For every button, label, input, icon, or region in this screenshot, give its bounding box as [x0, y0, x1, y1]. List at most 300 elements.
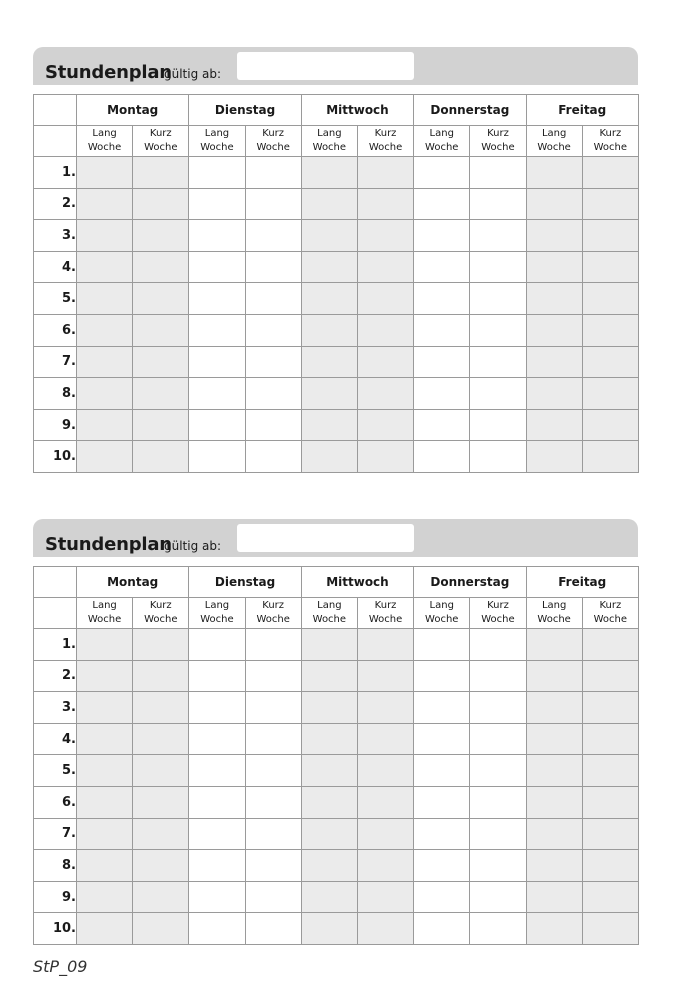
lesson-cell[interactable] [245, 850, 301, 882]
week-type-label: Lang [541, 128, 567, 139]
lesson-cell[interactable] [526, 692, 582, 724]
lesson-cell[interactable] [133, 220, 189, 252]
lesson-cell[interactable] [470, 850, 526, 882]
lesson-cell[interactable] [133, 251, 189, 283]
valid-from-label: gültig ab: [164, 67, 222, 81]
week-type-label: Kurz [599, 600, 622, 611]
week-type-sublabel: Woche [368, 614, 403, 625]
plan-header [33, 47, 638, 85]
lesson-cell[interactable] [582, 786, 638, 818]
lesson-cell[interactable] [357, 346, 413, 378]
lesson-cell[interactable] [357, 378, 413, 410]
lesson-cell[interactable] [470, 378, 526, 410]
lesson-cell[interactable] [414, 660, 470, 692]
lesson-cell[interactable] [189, 409, 245, 441]
week-type-sublabel: Woche [144, 142, 178, 153]
lesson-cell[interactable] [414, 723, 470, 755]
lesson-cell[interactable] [357, 818, 413, 850]
lesson-row [34, 850, 639, 882]
valid-from-field[interactable] [237, 524, 414, 552]
lesson-cell[interactable] [470, 786, 526, 818]
lesson-cell[interactable] [189, 629, 245, 661]
lesson-cell[interactable] [301, 409, 357, 441]
lesson-cell[interactable] [357, 188, 413, 220]
lesson-cell[interactable] [470, 818, 526, 850]
lesson-cell[interactable] [357, 220, 413, 252]
lesson-cell[interactable] [357, 723, 413, 755]
lesson-cell[interactable] [189, 157, 245, 189]
week-type-label: Lang [541, 600, 567, 611]
lesson-cell[interactable] [526, 913, 582, 945]
lesson-cell[interactable] [470, 692, 526, 724]
lesson-cell[interactable] [526, 346, 582, 378]
lesson-cell[interactable] [582, 692, 638, 724]
week-type-header [357, 598, 413, 629]
lesson-cell[interactable] [245, 913, 301, 945]
lesson-cell[interactable] [357, 881, 413, 913]
lesson-cell[interactable] [526, 755, 582, 787]
week-type-sublabel: Woche [312, 142, 347, 153]
lesson-cell[interactable] [245, 251, 301, 283]
lesson-cell[interactable] [77, 913, 133, 945]
lesson-cell[interactable] [582, 409, 638, 441]
lesson-cell[interactable] [526, 314, 582, 346]
lesson-cell[interactable] [582, 283, 638, 315]
lesson-row [34, 755, 639, 787]
lesson-row [34, 251, 639, 283]
lesson-cell[interactable] [77, 692, 133, 724]
lesson-cell[interactable] [357, 629, 413, 661]
lesson-number: 1. [34, 629, 77, 661]
lesson-number: 9. [34, 409, 77, 441]
lesson-cell[interactable] [357, 283, 413, 315]
lesson-cell[interactable] [77, 881, 133, 913]
lesson-cell[interactable] [301, 378, 357, 410]
lesson-cell[interactable] [133, 850, 189, 882]
lesson-cell[interactable] [77, 850, 133, 882]
lesson-cell[interactable] [133, 188, 189, 220]
lesson-row [34, 723, 639, 755]
lesson-cell[interactable] [245, 157, 301, 189]
lesson-cell[interactable] [189, 378, 245, 410]
lesson-cell[interactable] [245, 660, 301, 692]
lesson-cell[interactable] [77, 660, 133, 692]
lesson-cell[interactable] [582, 818, 638, 850]
week-type-label: Lang [317, 600, 342, 611]
week-type-sublabel: Woche [593, 142, 628, 153]
plan-title: Stundenplan [45, 534, 172, 555]
week-type-label: Lang [204, 128, 230, 139]
lesson-cell[interactable] [133, 660, 189, 692]
lesson-cell[interactable] [245, 220, 301, 252]
lesson-cell[interactable] [133, 881, 189, 913]
lesson-cell[interactable] [414, 314, 470, 346]
timetable-1 [33, 47, 638, 465]
week-type-label: Kurz [374, 128, 397, 139]
lesson-cell[interactable] [189, 755, 245, 787]
lesson-row [34, 378, 639, 410]
week-type-header [189, 598, 245, 629]
lesson-number: 4. [34, 251, 77, 283]
week-type-label: Lang [92, 128, 117, 139]
lesson-cell[interactable] [245, 786, 301, 818]
week-type-sublabel: Woche [312, 614, 347, 625]
lesson-cell[interactable] [414, 881, 470, 913]
lesson-cell[interactable] [470, 314, 526, 346]
timetable-grid [33, 94, 639, 473]
lesson-cell[interactable] [77, 283, 133, 315]
week-type-header [245, 126, 301, 157]
week-type-header [470, 598, 526, 629]
lesson-cell[interactable] [189, 913, 245, 945]
lesson-cell[interactable] [526, 660, 582, 692]
week-type-label: Lang [429, 128, 454, 139]
lesson-cell[interactable] [470, 755, 526, 787]
lesson-cell[interactable] [133, 629, 189, 661]
lesson-cell[interactable] [357, 409, 413, 441]
week-type-header [526, 598, 582, 629]
lesson-cell[interactable] [77, 441, 133, 473]
timetable-grid [33, 566, 639, 945]
lesson-cell[interactable] [414, 441, 470, 473]
day-header: Donnerstag [414, 567, 526, 598]
lesson-cell[interactable] [470, 441, 526, 473]
lesson-cell[interactable] [77, 220, 133, 252]
week-type-header [582, 126, 638, 157]
week-type-sublabel: Woche [87, 614, 122, 625]
week-type-sublabel: Woche [144, 614, 178, 625]
lesson-cell[interactable] [414, 629, 470, 661]
lesson-cell[interactable] [526, 283, 582, 315]
lesson-number: 2. [34, 660, 77, 692]
lesson-cell[interactable] [582, 629, 638, 661]
lesson-row [34, 220, 639, 252]
lesson-cell[interactable] [245, 378, 301, 410]
lesson-cell[interactable] [133, 314, 189, 346]
week-type-header [414, 126, 470, 157]
lesson-cell[interactable] [582, 251, 638, 283]
lesson-cell[interactable] [245, 441, 301, 473]
lesson-row [34, 913, 639, 945]
week-type-sublabel: Woche [593, 614, 628, 625]
lesson-cell[interactable] [470, 660, 526, 692]
week-type-header [301, 598, 357, 629]
lesson-cell[interactable] [245, 818, 301, 850]
lesson-number: 3. [34, 220, 77, 252]
lesson-cell[interactable] [582, 723, 638, 755]
lesson-cell[interactable] [470, 913, 526, 945]
lesson-cell[interactable] [582, 881, 638, 913]
lesson-cell[interactable] [189, 786, 245, 818]
lesson-cell[interactable] [470, 283, 526, 315]
lesson-cell[interactable] [133, 786, 189, 818]
week-type-sublabel: Woche [368, 142, 403, 153]
lesson-cell[interactable] [301, 251, 357, 283]
lesson-cell[interactable] [582, 346, 638, 378]
lesson-cell[interactable] [414, 818, 470, 850]
lesson-cell[interactable] [301, 913, 357, 945]
lesson-cell[interactable] [357, 850, 413, 882]
week-type-sublabel: Woche [256, 142, 290, 153]
lesson-cell[interactable] [414, 913, 470, 945]
day-header: Mittwoch [301, 567, 413, 598]
week-type-label: Kurz [487, 600, 509, 611]
lesson-cell[interactable] [526, 378, 582, 410]
lesson-cell[interactable] [245, 723, 301, 755]
lesson-cell[interactable] [470, 157, 526, 189]
week-type-header [357, 126, 413, 157]
week-type-header [526, 126, 582, 157]
lesson-cell[interactable] [526, 881, 582, 913]
lesson-cell[interactable] [133, 913, 189, 945]
lesson-cell[interactable] [582, 188, 638, 220]
lesson-cell[interactable] [133, 378, 189, 410]
week-type-label: Lang [92, 600, 117, 611]
lesson-cell[interactable] [582, 660, 638, 692]
week-type-label: Lang [204, 600, 230, 611]
lesson-cell[interactable] [470, 629, 526, 661]
week-type-label: Kurz [599, 128, 622, 139]
week-type-header [77, 598, 133, 629]
lesson-cell[interactable] [526, 220, 582, 252]
lesson-cell[interactable] [77, 629, 133, 661]
corner-cell [34, 567, 77, 598]
lesson-cell[interactable] [526, 251, 582, 283]
lesson-number: 9. [34, 881, 77, 913]
lesson-cell[interactable] [414, 378, 470, 410]
lesson-cell[interactable] [414, 786, 470, 818]
week-type-header [470, 126, 526, 157]
lesson-cell[interactable] [301, 660, 357, 692]
lesson-cell[interactable] [470, 188, 526, 220]
lesson-cell[interactable] [582, 220, 638, 252]
lesson-cell[interactable] [301, 881, 357, 913]
lesson-cell[interactable] [470, 251, 526, 283]
lesson-cell[interactable] [301, 818, 357, 850]
lesson-cell[interactable] [189, 850, 245, 882]
lesson-cell[interactable] [357, 786, 413, 818]
lesson-cell[interactable] [77, 188, 133, 220]
lesson-row [34, 409, 639, 441]
lesson-cell[interactable] [133, 157, 189, 189]
lesson-row [34, 314, 639, 346]
lesson-cell[interactable] [245, 409, 301, 441]
lesson-number: 5. [34, 755, 77, 787]
lesson-cell[interactable] [301, 723, 357, 755]
week-type-label: Kurz [149, 600, 172, 611]
lesson-cell[interactable] [245, 346, 301, 378]
lesson-cell[interactable] [77, 723, 133, 755]
day-header: Montag [77, 95, 189, 126]
lesson-cell[interactable] [357, 441, 413, 473]
lesson-cell[interactable] [357, 251, 413, 283]
lesson-cell[interactable] [189, 188, 245, 220]
week-type-header [133, 126, 189, 157]
lesson-cell[interactable] [189, 346, 245, 378]
lesson-cell[interactable] [526, 441, 582, 473]
lesson-cell[interactable] [133, 346, 189, 378]
week-type-header [414, 598, 470, 629]
lesson-cell[interactable] [301, 157, 357, 189]
lesson-cell[interactable] [301, 850, 357, 882]
week-type-label: Kurz [487, 128, 509, 139]
day-header: Donnerstag [414, 95, 526, 126]
lesson-row [34, 881, 639, 913]
lesson-cell[interactable] [189, 881, 245, 913]
lesson-cell[interactable] [582, 314, 638, 346]
lesson-cell[interactable] [526, 409, 582, 441]
lesson-cell[interactable] [133, 755, 189, 787]
lesson-cell[interactable] [301, 220, 357, 252]
lesson-cell[interactable] [77, 755, 133, 787]
lesson-cell[interactable] [470, 723, 526, 755]
week-type-sublabel: Woche [537, 614, 571, 625]
lesson-row [34, 692, 639, 724]
lesson-cell[interactable] [414, 220, 470, 252]
lesson-cell[interactable] [582, 755, 638, 787]
week-type-label: Lang [317, 128, 342, 139]
lesson-cell[interactable] [470, 409, 526, 441]
lesson-cell[interactable] [301, 692, 357, 724]
lesson-cell[interactable] [245, 629, 301, 661]
lesson-cell[interactable] [526, 786, 582, 818]
week-type-header [301, 126, 357, 157]
lesson-number: 6. [34, 314, 77, 346]
lesson-cell[interactable] [414, 157, 470, 189]
week-type-label: Kurz [262, 128, 285, 139]
day-header: Freitag [526, 567, 638, 598]
lesson-cell[interactable] [414, 692, 470, 724]
lesson-cell[interactable] [414, 283, 470, 315]
lesson-cell[interactable] [245, 188, 301, 220]
lesson-cell[interactable] [357, 755, 413, 787]
lesson-cell[interactable] [301, 283, 357, 315]
lesson-cell[interactable] [189, 220, 245, 252]
lesson-row [34, 818, 639, 850]
lesson-cell[interactable] [245, 692, 301, 724]
lesson-cell[interactable] [133, 818, 189, 850]
lesson-cell[interactable] [414, 850, 470, 882]
valid-from-field[interactable] [237, 52, 414, 80]
lesson-cell[interactable] [133, 723, 189, 755]
lesson-cell[interactable] [189, 314, 245, 346]
lesson-cell[interactable] [77, 314, 133, 346]
lesson-cell[interactable] [301, 755, 357, 787]
lesson-cell[interactable] [189, 251, 245, 283]
lesson-cell[interactable] [470, 881, 526, 913]
lesson-number: 7. [34, 818, 77, 850]
lesson-cell[interactable] [414, 755, 470, 787]
lesson-number: 3. [34, 692, 77, 724]
lesson-cell[interactable] [301, 188, 357, 220]
lesson-cell[interactable] [357, 913, 413, 945]
lesson-cell[interactable] [189, 660, 245, 692]
lesson-cell[interactable] [77, 157, 133, 189]
timetable-2 [33, 519, 638, 937]
lesson-cell[interactable] [582, 441, 638, 473]
lesson-cell[interactable] [526, 850, 582, 882]
lesson-number: 7. [34, 346, 77, 378]
lesson-cell[interactable] [526, 157, 582, 189]
lesson-cell[interactable] [77, 378, 133, 410]
corner-cell [34, 598, 77, 629]
lesson-number: 5. [34, 283, 77, 315]
lesson-cell[interactable] [470, 346, 526, 378]
lesson-cell[interactable] [133, 409, 189, 441]
lesson-cell[interactable] [245, 283, 301, 315]
lesson-cell[interactable] [133, 441, 189, 473]
lesson-number: 2. [34, 188, 77, 220]
lesson-cell[interactable] [301, 629, 357, 661]
week-type-sublabel: Woche [256, 614, 290, 625]
lesson-row [34, 157, 639, 189]
lesson-cell[interactable] [301, 346, 357, 378]
lesson-cell[interactable] [526, 818, 582, 850]
lesson-cell[interactable] [245, 881, 301, 913]
lesson-number: 8. [34, 378, 77, 410]
lesson-cell[interactable] [414, 188, 470, 220]
lesson-cell[interactable] [77, 409, 133, 441]
week-type-sublabel: Woche [481, 142, 515, 153]
lesson-cell[interactable] [526, 629, 582, 661]
lesson-cell[interactable] [301, 786, 357, 818]
form-code: StP_09 [33, 957, 88, 976]
lesson-cell[interactable] [357, 314, 413, 346]
week-type-header [582, 598, 638, 629]
lesson-cell[interactable] [189, 441, 245, 473]
lesson-cell[interactable] [582, 913, 638, 945]
week-type-header [133, 598, 189, 629]
lesson-cell[interactable] [77, 786, 133, 818]
day-header: Mittwoch [301, 95, 413, 126]
lesson-cell[interactable] [582, 378, 638, 410]
lesson-cell[interactable] [77, 818, 133, 850]
week-type-sublabel: Woche [425, 142, 459, 153]
lesson-cell[interactable] [133, 283, 189, 315]
lesson-cell[interactable] [133, 692, 189, 724]
lesson-cell[interactable] [357, 157, 413, 189]
week-type-sublabel: Woche [537, 142, 571, 153]
lesson-cell[interactable] [470, 220, 526, 252]
lesson-cell[interactable] [526, 723, 582, 755]
lesson-cell[interactable] [189, 818, 245, 850]
lesson-cell[interactable] [357, 692, 413, 724]
lesson-cell[interactable] [414, 251, 470, 283]
lesson-cell[interactable] [301, 441, 357, 473]
lesson-cell[interactable] [189, 283, 245, 315]
lesson-cell[interactable] [414, 346, 470, 378]
lesson-cell[interactable] [582, 157, 638, 189]
lesson-cell[interactable] [357, 660, 413, 692]
week-type-sublabel: Woche [87, 142, 122, 153]
lesson-cell[interactable] [301, 314, 357, 346]
lesson-cell[interactable] [245, 314, 301, 346]
lesson-cell[interactable] [582, 850, 638, 882]
lesson-row [34, 629, 639, 661]
lesson-cell[interactable] [77, 346, 133, 378]
week-type-sublabel: Woche [481, 614, 515, 625]
lesson-cell[interactable] [526, 188, 582, 220]
week-type-label: Kurz [262, 600, 285, 611]
lesson-cell[interactable] [414, 409, 470, 441]
lesson-cell[interactable] [189, 723, 245, 755]
lesson-number: 8. [34, 850, 77, 882]
lesson-cell[interactable] [189, 692, 245, 724]
lesson-cell[interactable] [245, 755, 301, 787]
week-type-sublabel: Woche [200, 614, 234, 625]
lesson-cell[interactable] [77, 251, 133, 283]
lesson-row [34, 346, 639, 378]
